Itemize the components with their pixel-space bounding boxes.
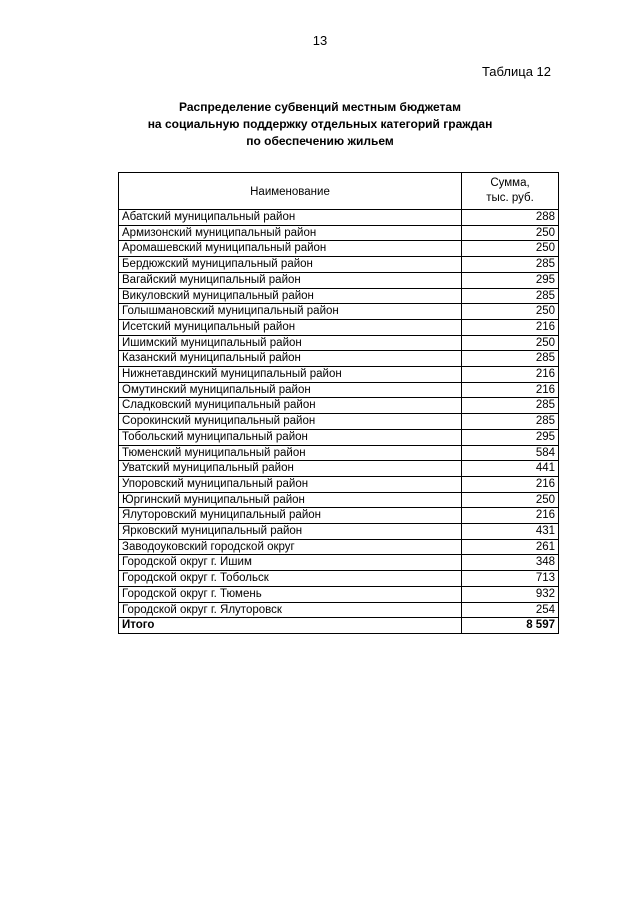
- row-name: Юргинский муниципальный район: [119, 492, 462, 508]
- row-name: Вагайский муниципальный район: [119, 272, 462, 288]
- header-sum-line1: Сумма,: [490, 177, 530, 189]
- table-row: [119, 241, 559, 257]
- table-row: [119, 586, 559, 602]
- header-sum: [462, 173, 559, 210]
- row-sum: 348: [462, 555, 559, 571]
- row-name: Тобольский муниципальный район: [119, 429, 462, 445]
- total-label: Итого: [119, 618, 462, 634]
- row-name: Сладковский муниципальный район: [119, 398, 462, 414]
- row-name: Упоровский муниципальный район: [119, 476, 462, 492]
- row-name: Городской округ г. Тобольск: [119, 571, 462, 587]
- row-sum: 713: [462, 571, 559, 587]
- header-name: Наименование: [119, 173, 462, 210]
- row-sum: 441: [462, 461, 559, 477]
- total-sum: 8 597: [462, 618, 559, 634]
- table-row: [119, 461, 559, 477]
- row-name: Городской округ г. Тюмень: [119, 586, 462, 602]
- row-name: Голышмановский муниципальный район: [119, 304, 462, 320]
- table-row: [119, 492, 559, 508]
- row-sum: 431: [462, 524, 559, 540]
- title-line: Распределение субвенций местным бюджетам: [179, 100, 461, 114]
- row-name: Городской округ г. Ялуторовск: [119, 602, 462, 618]
- table-row: [119, 602, 559, 618]
- row-sum: 216: [462, 382, 559, 398]
- row-name: Абатский муниципальный район: [119, 210, 462, 226]
- row-name: Казанский муниципальный район: [119, 351, 462, 367]
- row-name: Заводоуковский городской округ: [119, 539, 462, 555]
- row-sum: 250: [462, 492, 559, 508]
- document-title: [0, 99, 640, 150]
- table-row: [119, 555, 559, 571]
- row-sum: 216: [462, 508, 559, 524]
- table-row: [119, 288, 559, 304]
- table-row: [119, 367, 559, 383]
- row-sum: 285: [462, 414, 559, 430]
- row-sum: 932: [462, 586, 559, 602]
- row-sum: 288: [462, 210, 559, 226]
- row-sum: 285: [462, 398, 559, 414]
- table-row: [119, 351, 559, 367]
- table-row: [119, 571, 559, 587]
- row-sum: 295: [462, 272, 559, 288]
- table-row: [119, 524, 559, 540]
- table-header-row: [119, 173, 559, 210]
- row-name: Нижнетавдинский муниципальный район: [119, 367, 462, 383]
- table-row: [119, 225, 559, 241]
- table-row: [119, 335, 559, 351]
- row-sum: 254: [462, 602, 559, 618]
- table-row: [119, 272, 559, 288]
- table-row: [119, 476, 559, 492]
- row-name: Ярковский муниципальный район: [119, 524, 462, 540]
- row-sum: 250: [462, 335, 559, 351]
- row-name: Ишимский муниципальный район: [119, 335, 462, 351]
- row-name: Уватский муниципальный район: [119, 461, 462, 477]
- table-row: [119, 304, 559, 320]
- row-name: Армизонский муниципальный район: [119, 225, 462, 241]
- row-sum: 250: [462, 241, 559, 257]
- row-sum: 216: [462, 319, 559, 335]
- row-name: Ялуторовский муниципальный район: [119, 508, 462, 524]
- page-number: 13: [312, 33, 328, 48]
- total-row: [119, 618, 559, 634]
- table-row: [119, 210, 559, 226]
- row-name: Викуловский муниципальный район: [119, 288, 462, 304]
- row-name: Городской округ г. Ишим: [119, 555, 462, 571]
- row-sum: 250: [462, 304, 559, 320]
- table-row: [119, 539, 559, 555]
- row-name: Бердюжский муниципальный район: [119, 257, 462, 273]
- title-line: на социальную поддержку отдельных категорий граждан: [147, 117, 493, 131]
- table-row: [119, 382, 559, 398]
- table-row: [119, 429, 559, 445]
- header-sum-line2: тыс. руб.: [486, 192, 534, 204]
- row-name: Исетский муниципальный район: [119, 319, 462, 335]
- row-name: Тюменский муниципальный район: [119, 445, 462, 461]
- row-sum: 261: [462, 539, 559, 555]
- row-sum: 250: [462, 225, 559, 241]
- row-sum: 295: [462, 429, 559, 445]
- row-sum: 285: [462, 351, 559, 367]
- row-sum: 216: [462, 476, 559, 492]
- subvention-table: [118, 172, 559, 634]
- row-name: Омутинский муниципальный район: [119, 382, 462, 398]
- row-sum: 584: [462, 445, 559, 461]
- table-body: [119, 210, 559, 618]
- table-row: [119, 319, 559, 335]
- title-line: по обеспечению жильем: [246, 134, 394, 148]
- row-sum: 216: [462, 367, 559, 383]
- table-row: [119, 398, 559, 414]
- table-row: [119, 257, 559, 273]
- table-row: [119, 445, 559, 461]
- table-row: [119, 508, 559, 524]
- row-name: Сорокинский муниципальный район: [119, 414, 462, 430]
- row-sum: 285: [462, 288, 559, 304]
- table-row: [119, 414, 559, 430]
- table-label: Таблица 12: [481, 64, 551, 79]
- row-name: Аромашевский муниципальный район: [119, 241, 462, 257]
- row-sum: 285: [462, 257, 559, 273]
